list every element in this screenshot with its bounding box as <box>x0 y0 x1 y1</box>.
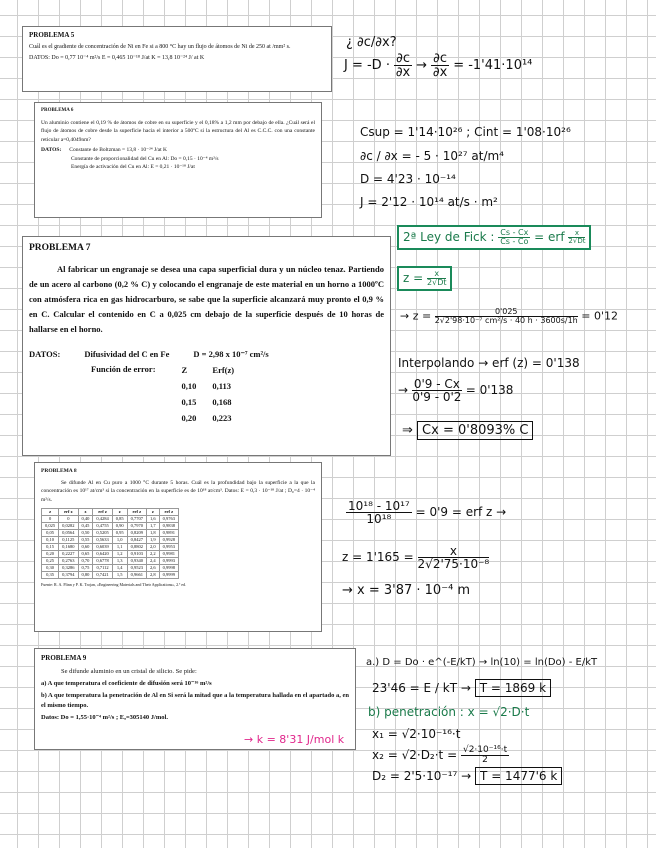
note-text: D₂ = 2'5·10⁻¹⁷ <box>372 769 458 783</box>
table-row <box>42 516 179 523</box>
table-cell: 0,223 <box>212 413 232 423</box>
problem-7-card <box>22 236 391 456</box>
fraction-den: 2√Dt <box>427 278 447 287</box>
table-cell: 2,0 <box>147 544 160 551</box>
table-cell: 1,6 <box>147 516 160 523</box>
table-cell: 0,15 <box>42 544 59 551</box>
table-cell: 0,60 <box>78 544 93 551</box>
data-row-1 <box>29 347 384 362</box>
table-cell: 0 <box>59 516 78 523</box>
note-text: x = √2·D·t <box>467 705 530 719</box>
table-header-row <box>42 509 179 516</box>
fraction-num: ∂c <box>433 51 448 66</box>
note-text: z = 1'165 = <box>342 550 414 564</box>
fraction-den: 2√2'75·10⁻⁸ <box>417 557 490 571</box>
fraction-den: 2√Dt <box>568 237 586 245</box>
fraction-num: 0'025 <box>435 308 578 317</box>
table-row <box>42 537 179 544</box>
note-result: = 0'9 = erf z → <box>415 505 507 519</box>
note-8-z <box>342 545 489 570</box>
table-cell: 0 <box>42 516 59 523</box>
problem-data-row <box>41 146 315 155</box>
fraction <box>498 229 530 246</box>
erf-table <box>41 508 179 579</box>
table-cell: 0,9953 <box>159 544 178 551</box>
note-6-j: J = 2'12 · 10¹⁴ at/s · m² <box>360 195 498 209</box>
table-row <box>42 551 179 558</box>
arrow-icon: → <box>416 58 428 73</box>
fraction <box>435 308 578 325</box>
data-boltzman: Constante de Boltzman = 13,8 · 10⁻²⁴ J/at K <box>69 147 167 153</box>
fraction-num: x <box>427 270 446 279</box>
table-cell: 0,5205 <box>93 530 112 537</box>
arrow-icon: → <box>460 681 475 695</box>
table-header: z <box>112 509 127 516</box>
table-cell: 0,9998 <box>159 565 178 572</box>
problem-title: PROBLEMA 7 <box>29 243 91 253</box>
table-source: Fuente: R. A. Flinn y P. K. Trojan, «Engineering Materials and Their Applications», 2.ª ed. <box>41 582 187 587</box>
fraction-den: ∂x <box>395 65 411 80</box>
note-text: 2ª Ley de Fick : <box>403 230 495 244</box>
table-cell: 0,75 <box>78 565 93 572</box>
problem-title: PROBLEMA 5 <box>29 31 75 39</box>
note-5-equation <box>344 52 532 79</box>
fraction-num: ∂c <box>396 51 410 66</box>
table-cell: 0,9999 <box>159 572 178 579</box>
table-cell: 0,05 <box>42 530 59 537</box>
table-header: Erf(z) <box>212 365 235 375</box>
fraction-den: Cs - Co <box>500 237 529 246</box>
table-cell: 0,10 <box>42 537 59 544</box>
note-text: J = -D · <box>344 58 390 73</box>
note-5-question: ¿ ∂c/∂x? <box>346 35 397 50</box>
table-cell: 0,0564 <box>59 530 78 537</box>
table-cell: 1,8 <box>147 530 160 537</box>
table-cell: 0,10 <box>181 381 197 391</box>
note-9-k: → k = 8'31 J/mol k <box>244 733 345 746</box>
table-cell: 1,1 <box>112 544 127 551</box>
table-cell: 1,9 <box>147 537 160 544</box>
data-diffusivity-value: D = 2,98 x 10⁻⁷ cm²/s <box>193 349 269 359</box>
note-8-x: → x = 3'87 · 10⁻⁴ m <box>342 583 471 598</box>
table-cell: 0,6039 <box>93 544 112 551</box>
table-cell: 1,3 <box>112 558 127 565</box>
table-cell: 0,9993 <box>159 558 178 565</box>
table-cell: 0,7707 <box>127 516 146 523</box>
table-cell: 0,20 <box>42 551 59 558</box>
note-result: = -1'41·10¹⁴ <box>453 58 533 73</box>
table-cell: 2,8 <box>147 572 160 579</box>
table-cell: 0,5633 <box>93 537 112 544</box>
note-7-fick-law <box>397 225 591 250</box>
fraction-num: x <box>568 230 585 238</box>
table-cell: 0,9661 <box>127 572 146 579</box>
table-header: erf z <box>59 509 78 516</box>
table-cell: 0,2763 <box>59 558 78 565</box>
note-text: b) penetración : <box>368 705 464 719</box>
table-cell: 0,35 <box>42 572 59 579</box>
table-cell: 1,0 <box>112 537 127 544</box>
fraction-num: 10¹⁸ - 10¹⁷ <box>348 499 410 513</box>
table-cell: 0,1125 <box>59 537 78 544</box>
fraction <box>418 545 490 570</box>
fraction <box>346 500 412 525</box>
table-cell: 0,9523 <box>127 565 146 572</box>
table-cell: 0,45 <box>78 523 93 530</box>
table-cell: 0,20 <box>181 413 197 423</box>
table-cell: 0,90 <box>112 523 127 530</box>
fraction <box>431 52 449 79</box>
problem-part-a: a) A que temperatura el coeficiente de difusión será 10⁻¹⁶ m²/s <box>41 680 212 687</box>
note-6-d: D = 4'23 · 10⁻¹⁴ <box>360 172 456 186</box>
fraction-den: 10¹⁸ <box>366 512 392 526</box>
note-result: = 0'138 <box>465 383 514 397</box>
table-cell: 0,9838 <box>159 523 178 530</box>
note-7-z-def <box>397 266 452 291</box>
fraction <box>412 378 462 403</box>
table-cell: 0,55 <box>78 537 93 544</box>
problem-text: Al fabricar un engranaje se desea una capa superficial dura y un núcleo tenaz. Partiendo de un acero al carbono (0,2 % C) y colocando el engranaje de este material en un horno a 1000ºC con atmósfera rica en gas hidrocarburo, se sabe que la superficie alcanzará muy pronto el 0,9 % en C. Calcular el contenido en C a 0,025 cm debajo de la superficie después de 10 horas de hallarse en el horno. <box>29 264 384 334</box>
problem-text: Se difunde Al en Cu puro a 1000 °C durante 5 horas. Cuál es la profundidad bajo la superficie a la que la concentración es 10¹⁷ at/cm³ si la concentración en la superficie es de 10¹⁸ at/cm³. Datos: E = 0,3 · 10⁻¹⁸ J/at ; D₀=4 · 10⁻⁴ m²/s. <box>41 479 315 503</box>
boxed-result: T = 1477'6 k <box>475 767 562 785</box>
table-cell: 0,80 <box>78 572 93 579</box>
table-cell: 0,3794 <box>59 572 78 579</box>
note-text: = erf <box>534 230 565 244</box>
note-text: ; Cint = 1'08·10²⁶ <box>466 125 571 139</box>
note-7-equation <box>398 378 513 403</box>
table-cell: 0,168 <box>212 397 232 407</box>
fraction <box>568 230 585 245</box>
problem-data: DATOS: Do = 0,77 10⁻⁴ m²/s E = 0,465 10⁻¹⁸ J/at K = 13,8 10⁻²⁴ J/ at K <box>29 55 205 61</box>
table-cell: 2,2 <box>147 551 160 558</box>
fraction-num: Cs - Cx <box>500 228 529 237</box>
table-cell: 0,30 <box>42 565 59 572</box>
table-cell: 0,8427 <box>127 537 146 544</box>
table-cell: 0,70 <box>78 558 93 565</box>
table-header: z <box>78 509 93 516</box>
table-cell: 0,113 <box>212 381 232 391</box>
table-cell: 0,7970 <box>127 523 146 530</box>
table-cell: 2,6 <box>147 565 160 572</box>
note-9-d2 <box>372 770 562 782</box>
table-cell: 0,85 <box>112 516 127 523</box>
table-cell: 1,4 <box>112 565 127 572</box>
table-cell: 0,9981 <box>159 551 178 558</box>
table-row <box>42 572 179 579</box>
note-6-gradient: ∂c / ∂x = - 5 · 10²⁷ at/m⁴ <box>360 149 504 163</box>
table-cell: 1,2 <box>112 551 127 558</box>
problem-intro: Se difunde aluminio en un cristal de silicio. Se pide: <box>61 668 197 675</box>
fraction <box>427 270 446 287</box>
note-text: Csup = 1'14·10²⁶ <box>360 125 463 139</box>
note-9-x1: x₁ = √2·10⁻¹⁶·t <box>372 727 461 741</box>
problem-part-b: b) A que temperatura la penetración de Al en Si será la mitad que a la temperatura hallada en el apartado a, en el mismo tiempo. <box>41 692 349 709</box>
table-header: erf z <box>93 509 112 516</box>
problem-data: Datos: Do = 1,55·10⁻⁴ m²/s ; Eₐ=305140 J/mol. <box>41 714 168 721</box>
table-header: Z <box>181 365 188 375</box>
table-row <box>174 394 243 410</box>
table-header: z <box>147 509 160 516</box>
table-cell: 0,6778 <box>93 558 112 565</box>
note-6-csup <box>360 126 571 138</box>
table-cell: 0,9763 <box>159 516 178 523</box>
table-cell: 0,0282 <box>59 523 78 530</box>
fraction-num: x <box>418 545 490 558</box>
implies-icon: ⇒ <box>402 423 413 438</box>
error-function-table <box>174 362 243 426</box>
problem-title: PROBLEMA 6 <box>41 108 74 113</box>
table-cell: 0,9340 <box>127 558 146 565</box>
table-cell: 0,025 <box>42 523 59 530</box>
error-function-label: Función de error: <box>91 364 156 374</box>
fraction <box>394 52 412 79</box>
table-cell: 2,4 <box>147 558 160 565</box>
boxed-result: Cx = 0'8093% C <box>417 421 533 440</box>
note-text: z = <box>403 271 424 285</box>
table-cell: 0,65 <box>78 551 93 558</box>
note-9-b <box>368 706 529 718</box>
problem-title: PROBLEMA 8 <box>41 468 77 474</box>
table-cell: 0,6420 <box>93 551 112 558</box>
note-text: → z = <box>400 309 432 323</box>
table-cell: 0,25 <box>42 558 59 565</box>
boxed-result: T = 1869 k <box>475 679 551 697</box>
table-cell: 1,5 <box>112 572 127 579</box>
table-cell: 0,7421 <box>93 572 112 579</box>
table-cell: 0,95 <box>112 530 127 537</box>
table-cell: 0,9103 <box>127 551 146 558</box>
problem-8-card <box>34 462 322 632</box>
note-9-a1: a.) D = Do · e^(-E/kT) → ln(10) = ln(Do) - E/kT <box>366 657 598 668</box>
problem-5-card <box>22 26 332 92</box>
table-cell: 0,1680 <box>59 544 78 551</box>
problem-text: Cuál es el gradiente de concentración de Ni en Fe si a 800 °C hay un flujo de átomos de Ni de 250 at /mm² s. <box>29 44 291 50</box>
fraction-num: √2·10⁻¹⁶·t <box>462 745 508 755</box>
table-cell: 0,50 <box>78 530 93 537</box>
table-row <box>42 544 179 551</box>
arrow-icon: → <box>398 383 412 397</box>
fraction-den: 2 <box>482 755 488 765</box>
fraction-den: ∂x <box>432 65 448 80</box>
fraction-den: 2√2'98·10⁻⁷ cm²/s · 40 h · 3600s/1h <box>434 316 578 325</box>
note-9-x2: x₂ = √2·D₂·t = $\frac{\text{√2·10⁻¹⁶·t}}{2}$ <box>372 745 508 765</box>
data-energy: Energía de activación del Cu en Al: E = 0,21 · 10⁻¹⁸ J/at <box>71 164 195 170</box>
problem-title: PROBLEMA 9 <box>41 654 87 662</box>
table-cell: 0,7112 <box>93 565 112 572</box>
table-cell: 0,4755 <box>93 523 112 530</box>
note-text: 23'46 = E / kT <box>372 681 458 695</box>
table-cell: 0,4284 <box>93 516 112 523</box>
fraction <box>461 746 509 765</box>
data-diffusivity-label: Difusividad del C en Fe <box>84 349 170 359</box>
table-cell: 1,7 <box>147 523 160 530</box>
table-cell: 0,8802 <box>127 544 146 551</box>
data-do: Constante de proporcionalidad del Cu en Al: Do = 0,15 · 10⁻⁴ m²/s <box>71 155 219 162</box>
fraction-num: 0'9 - Cx <box>413 377 460 391</box>
data-row-2 <box>29 362 384 426</box>
table-header: erf z <box>159 509 178 516</box>
data-label: DATOS: <box>41 147 62 153</box>
table-cell: 0,9891 <box>159 530 178 537</box>
note-result: = 0'12 <box>581 309 618 323</box>
note-8-ratio <box>346 500 506 525</box>
table-row <box>174 410 243 426</box>
table-cell: 0,2227 <box>59 551 78 558</box>
table-row <box>42 530 179 537</box>
note-7-final <box>402 424 533 437</box>
table-cell: 0,40 <box>78 516 93 523</box>
table-header: erf z <box>127 509 146 516</box>
table-cell: 0,9928 <box>159 537 178 544</box>
arrow-icon: → <box>461 769 476 783</box>
table-cell: 0,15 <box>181 397 197 407</box>
table-cell: 0,3286 <box>59 565 78 572</box>
note-text: x₂ = √2·D₂·t <box>372 748 444 762</box>
note-7-interpolation: Interpolando → erf (z) = 0'138 <box>398 356 580 370</box>
table-row <box>42 558 179 565</box>
note-9-a2 <box>372 682 551 694</box>
fraction-den: 0'9 - 0'2 <box>412 390 462 404</box>
problem-text: Un aluminio contiene el 0,19 % de átomos de cobre en su superficie y el 0,18% a 1,2 mm por debajo de ella. ¿Cuál será el flujo de átomos de cobre desde la superficie hacia el interior a 500ºC si la estructura del Al es C.C.C. con una constante reticular a=0,4049nm? <box>41 119 315 143</box>
data-label: DATOS: <box>29 349 61 359</box>
table-row <box>42 523 179 530</box>
table-row <box>42 565 179 572</box>
table-header: z <box>42 509 59 516</box>
table-row <box>174 378 243 394</box>
table-cell: 0,8209 <box>127 530 146 537</box>
problem-6-card <box>34 102 322 218</box>
note-7-z-calc <box>400 308 618 325</box>
